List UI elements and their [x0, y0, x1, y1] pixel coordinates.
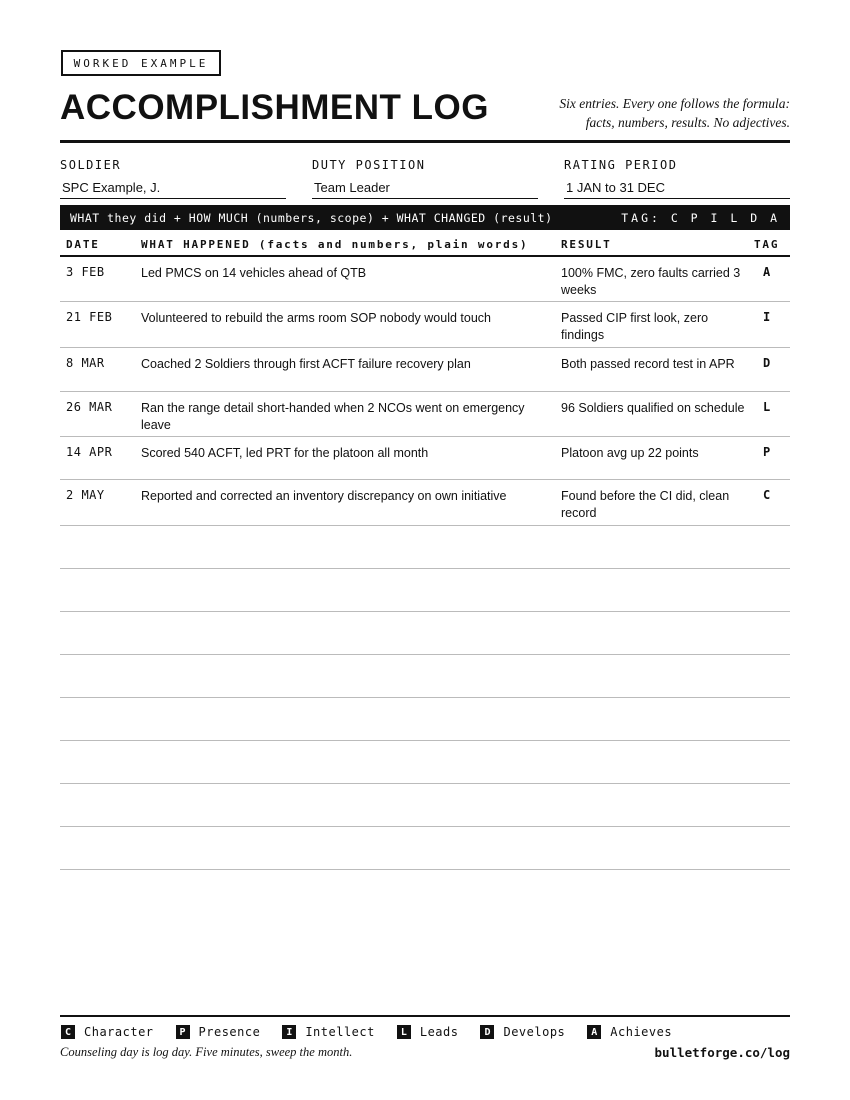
legend-item: [397, 1025, 459, 1039]
duty-position-value: Team Leader: [312, 178, 538, 199]
blank-row-line: [60, 568, 790, 569]
entry-date: 8 MAR: [66, 356, 105, 370]
entry-what: Scored 540 ACFT, led PRT for the platoon all month: [141, 446, 429, 460]
table-row: [60, 437, 790, 480]
blank-row-line: [60, 697, 790, 698]
duty-position-label: DUTY POSITION: [312, 158, 426, 172]
legend-key: P: [176, 1025, 190, 1039]
entry-result: Both passed record test in APR: [561, 357, 735, 371]
worked-example-badge: WORKED EXAMPLE: [61, 50, 221, 76]
legend-key: L: [397, 1025, 411, 1039]
soldier-label: SOLDIER: [60, 158, 122, 172]
legend-name: Presence: [198, 1025, 261, 1039]
entry-result: Passed CIP first look, zero findings: [561, 311, 709, 342]
table-row: [60, 348, 790, 392]
soldier-value: SPC Example, J.: [60, 178, 286, 199]
blank-row-line: [60, 611, 790, 612]
legend-key: C: [61, 1025, 75, 1039]
entry-result: 96 Soldiers qualified on schedule: [561, 401, 745, 415]
page-subtitle: Six entries. Every one follows the formula: facts, numbers, results. No adjectives.: [559, 96, 790, 130]
legend-item: [61, 1025, 154, 1039]
tag-legend: [61, 1025, 694, 1039]
legend-item: [480, 1025, 565, 1039]
legend-key: I: [282, 1025, 296, 1039]
footer-note: Counseling day is log day. Five minutes, sweep the month.: [60, 1045, 353, 1059]
blank-row-line: [60, 783, 790, 784]
legend-name: Character: [84, 1025, 154, 1039]
legend-name: Achieves: [610, 1025, 673, 1039]
blank-row-line: [60, 826, 790, 827]
legend-item: [282, 1025, 375, 1039]
rating-period-label: RATING PERIOD: [564, 158, 678, 172]
entry-date: 21 FEB: [66, 310, 113, 324]
legend-item: [176, 1025, 261, 1039]
legend-key: A: [587, 1025, 601, 1039]
column-header-date: DATE: [66, 238, 100, 251]
formula-text: WHAT they did + HOW MUCH (numbers, scope) + WHAT CHANGED (result): [70, 210, 553, 225]
table-row: [60, 302, 790, 348]
table-row: [60, 480, 790, 526]
column-header-what: WHAT HAPPENED (facts and numbers, plain words): [141, 238, 529, 251]
entry-date: 14 APR: [66, 445, 113, 459]
footer-rule: [60, 1015, 790, 1017]
entry-what: Ran the range detail short-handed when 2 NCOs went on emergency leave: [141, 401, 525, 432]
column-header-result: RESULT: [561, 238, 612, 251]
legend-item: [587, 1025, 672, 1039]
entry-date: 26 MAR: [66, 400, 113, 414]
blank-row-line: [60, 654, 790, 655]
legend-name: Leads: [419, 1025, 459, 1039]
footer-url[interactable]: bulletforge.co/log: [654, 1045, 790, 1060]
table-row: [60, 257, 790, 302]
page-title: ACCOMPLISHMENT LOG: [60, 88, 489, 127]
formula-bar: [60, 205, 790, 230]
duty-position-field: [312, 158, 538, 199]
entry-date: 2 MAY: [66, 488, 105, 502]
entry-date: 3 FEB: [66, 265, 105, 279]
entry-tag: D: [763, 356, 771, 370]
entry-what: Volunteered to rebuild the arms room SOP nobody would touch: [141, 311, 491, 325]
entry-result: Found before the CI did, clean record: [561, 489, 730, 520]
blank-row-line: [60, 869, 790, 870]
entry-what: Coached 2 Soldiers through first ACFT failure recovery plan: [141, 357, 471, 371]
header-rule: [60, 140, 790, 143]
entry-tag: A: [763, 265, 771, 279]
legend-key: D: [480, 1025, 494, 1039]
soldier-field: [60, 158, 286, 199]
entry-what: Led PMCS on 14 vehicles ahead of QTB: [141, 266, 367, 280]
table-row: [60, 392, 790, 437]
column-header-tag: TAG: [754, 238, 780, 251]
entry-result: Platoon avg up 22 points: [561, 446, 699, 460]
legend-name: Develops: [503, 1025, 566, 1039]
rating-period-field: [564, 158, 790, 199]
entry-tag: I: [763, 310, 771, 324]
entry-tag: P: [763, 445, 771, 459]
rating-period-value: 1 JAN to 31 DEC: [564, 178, 790, 199]
entry-result: 100% FMC, zero faults carried 3 weeks: [561, 266, 741, 297]
formula-tags: TAG: C P I L D A: [621, 210, 780, 225]
blank-row-line: [60, 740, 790, 741]
entry-tag: C: [763, 488, 771, 502]
entry-what: Reported and corrected an inventory discrepancy on own initiative: [141, 489, 507, 503]
table-header: [60, 233, 790, 257]
entry-tag: L: [763, 400, 771, 414]
legend-name: Intellect: [305, 1025, 375, 1039]
